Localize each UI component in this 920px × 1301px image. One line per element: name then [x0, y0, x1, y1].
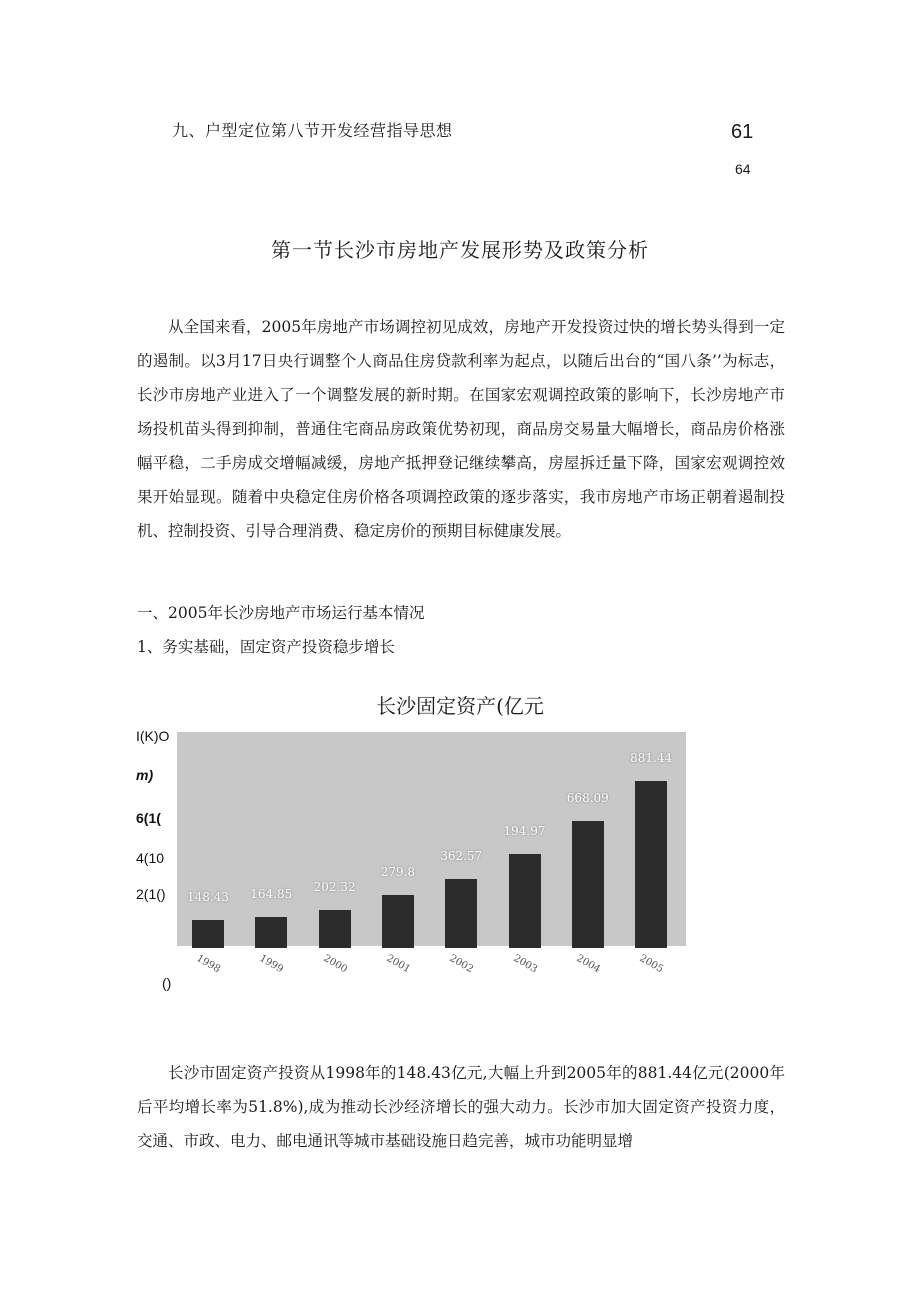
toc-page-number: 61: [731, 121, 754, 143]
paragraph-intro: [137, 310, 785, 548]
chart-y-tick-label: 6(1(: [136, 810, 161, 826]
paragraph-text: 从全国来看，2005年房地产市场调控初见成效，房地产开发投资过快的增长势头得到一定的遏制。以3月17日央行调整个人商品住房贷款利率为起点，以随后出台的“国八条’’为标志，长沙市房地产业进入了一个调整发展的新时期。在国家宏观调控政策的影响下，长沙房地产市场投机苗头得到抑制，普通住宅商品房政策优势初现，商品房交易量大幅增长，商品房价格涨幅平稳，二手房成交增幅减缓，房地产抵押登记继续攀高，房屋拆迁量下降，国家宏观调控效果开始显现。随着中央稳定住房价格各项调控政策的逐步落实，我市房地产市场正朝着遏制投机、控制投资、引导合理消费、稳定房价的预期目标健康发展。: [137, 318, 785, 540]
toc-page-number: 64: [735, 161, 751, 177]
chart-x-tick-label: 1999: [257, 953, 286, 976]
chart-x-tick-label: 2003: [511, 953, 539, 976]
chart-y-tick-label: I(K)O: [136, 728, 170, 744]
chart-value-label: 881.44: [630, 750, 673, 765]
paragraph-text: 长沙市固定资产投资从1998年的148.43亿元,大幅上升到2005年的881.44亿元(2000年后平均增长率为51.8%),成为推动长沙经济增长的强大动力。长沙市加大固定资产投资力度，交通、市政、电力、邮电通讯等城市基础设施日趋完善，城市功能明显增: [137, 1064, 785, 1150]
chart-y-tick-label: 4(10: [136, 850, 165, 866]
chart-y-tick-label: 2(1(): [136, 886, 166, 902]
chart-value-label: 362.57: [440, 849, 483, 864]
toc-line: 九、户型定位第八节开发经营指导思想: [172, 121, 453, 140]
paragraph-investment: [137, 1056, 785, 1158]
chart-value-label: 148.43: [187, 889, 229, 904]
chart-bar: [255, 917, 287, 948]
chart-value-label: 279.8: [380, 864, 416, 879]
heading-market-overview: 一、2005年长沙房地产市场运行基本情况: [137, 604, 425, 622]
chart-x-tick-label: 2005: [637, 953, 666, 976]
chart-y-tick-label: m): [136, 767, 154, 783]
chart-value-label: 202.32: [313, 879, 356, 894]
chart-bar: [382, 895, 414, 948]
chart-x-tick-label: 2000: [321, 953, 349, 976]
chart-title: 长沙固定资产(亿元: [376, 694, 544, 718]
chart-x-tick-label: 2002: [447, 953, 476, 976]
chart-bar: [509, 854, 541, 948]
chart-bar: [319, 910, 351, 948]
chart-x-tick-label: 1998: [194, 953, 223, 976]
chart-x-tick-label: 2001: [384, 953, 412, 976]
chart-value-label: 668.09: [566, 791, 609, 806]
heading-fixed-assets: 1、务实基础，固定资产投资稳步增长: [137, 638, 395, 656]
chart-bar: [572, 821, 604, 948]
chart-value-label: 194.97: [503, 823, 546, 838]
section-title: 第一节长沙市房地产发展形势及政策分析: [271, 238, 649, 262]
chart-bar: [635, 781, 667, 948]
chart-y-tick-label: (): [162, 975, 172, 991]
chart-x-tick-label: 2004: [574, 953, 602, 976]
chart-value-label: 164.85: [250, 886, 293, 901]
chart-bar: [192, 920, 224, 948]
chart-plot-area: [177, 732, 686, 946]
chart-bar: [445, 879, 477, 948]
